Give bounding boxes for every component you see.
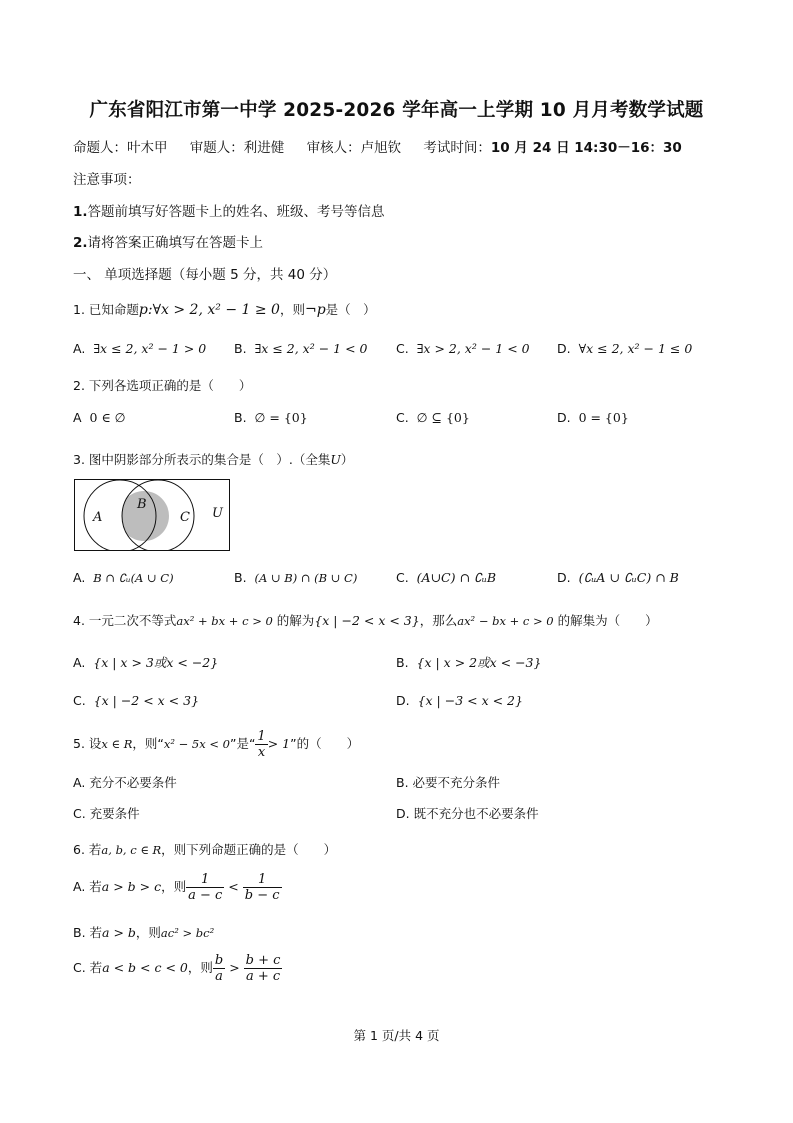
exam-time-label: 考试时间： <box>423 140 491 156</box>
question-1-stem: 1. 已知命题p:∀x > 2, x² − 1 ≥ 0，则¬p是（ ） <box>73 302 376 318</box>
page-footer: 第 1 页/共 4 页 <box>353 1028 440 1043</box>
question-1-option-c[interactable]: C. ∃x > 2, x² − 1 < 0 <box>396 341 530 356</box>
exam-time-value: 10 月 24 日 14:30－16：30 <box>490 140 682 156</box>
question-2-option-d[interactable]: D. 0 = {0} <box>557 410 629 425</box>
page-title: 广东省阳江市第一中学 2025-2026 学年高一上学期 10 月月考数学试题 <box>89 100 704 121</box>
question-3-option-d[interactable]: D. (∁ᵤA ∪ ∁ᵤC) ∩ B <box>557 570 679 585</box>
exam-meta <box>73 136 682 156</box>
question-2-option-c[interactable]: C. ∅ ⊆ {0} <box>396 410 470 425</box>
label-u: U <box>212 506 223 521</box>
label-b: B <box>137 497 147 512</box>
fraction-1-over-x: $\frac{1}{x}$ <box>257 729 266 760</box>
notice-heading: 注意事项： <box>73 172 141 188</box>
question-5-stem: 5. 设x ∈ R，则“x² − 5x < 0”是“ $\frac{1}{x}$ > 1”的（ ） <box>73 729 360 760</box>
question-2-option-b[interactable]: B. ∅ = {0} <box>234 410 308 425</box>
question-4-option-d[interactable]: D. {x | −3 < x < 2} <box>396 693 523 708</box>
question-5-option-b[interactable]: B. 必要不充分条件 <box>396 775 501 790</box>
label-a: A <box>93 510 103 525</box>
question-6-option-a[interactable]: A. 若a > b > c，则 $\frac{1}{a - c}$ < $\frac{1}{b - c}$ <box>73 872 280 903</box>
question-2-stem: 2. 下列各选项正确的是（ ） <box>73 378 252 393</box>
label-c: C <box>180 510 190 525</box>
notice-item-1: 1.答题前填写好答题卡上的姓名、班级、考号等信息 <box>73 204 385 220</box>
question-3-option-b[interactable]: B. (A ∪ B) ∩ (B ∪ C) <box>234 570 358 585</box>
question-6-option-c[interactable]: C. 若a < b < c < 0，则 $\frac{b}{a}$ > $\frac{b + c}{a + c}$ <box>73 953 281 984</box>
question-5-option-d[interactable]: D. 既不充分也不必要条件 <box>396 806 539 821</box>
question-6-option-b[interactable]: B. 若a > b，则ac² > bc² <box>73 925 215 940</box>
setter: 命题人：叶木甲 <box>73 140 168 156</box>
venn-diagram <box>74 479 230 551</box>
question-3-stem: 3. 图中阴影部分所表示的集合是（ ）.（全集U） <box>73 452 354 467</box>
checker: 审核人：卢旭钦 <box>306 140 402 156</box>
question-3-option-c[interactable]: C. (A∪C) ∩ ∁ᵤB <box>396 570 497 585</box>
question-5-option-a[interactable]: A. 充分不必要条件 <box>73 775 177 790</box>
question-4-option-c[interactable]: C. {x | −2 < x < 3} <box>73 693 200 708</box>
question-4-option-a[interactable]: A. {x | x > 3或x < −2} <box>73 655 219 670</box>
question-1-option-d[interactable]: D. ∀x ≤ 2, x² − 1 ≤ 0 <box>557 341 693 356</box>
question-6-stem: 6. 若a, b, c ∈ R，则下列命题正确的是（ ） <box>73 842 337 857</box>
question-4-stem: 4. 一元二次不等式ax² + bx + c > 0 的解为{x | −2 < x < 3}，那么ax² − bx + c > 0 的解集为（ ） <box>73 613 658 628</box>
question-4-option-b[interactable]: B. {x | x > 2或x < −3} <box>396 655 542 670</box>
notice-item-2: 2.请将答案正确填写在答题卡上 <box>73 235 264 251</box>
question-3-option-a[interactable]: A. B ∩ ∁ᵤ(A ∪ C) <box>73 570 174 585</box>
question-5-option-c[interactable]: C. 充要条件 <box>73 806 140 821</box>
question-2-option-a[interactable]: A 0 ∈ ∅ <box>73 410 126 425</box>
question-1-option-a[interactable]: A. ∃x ≤ 2, x² − 1 > 0 <box>73 341 207 356</box>
question-1-option-b[interactable]: B. ∃x ≤ 2, x² − 1 < 0 <box>234 341 368 356</box>
section-heading: 一、 单项选择题（每小题 5 分，共 40 分） <box>73 267 337 283</box>
reviewer: 审题人：利进健 <box>189 140 285 156</box>
